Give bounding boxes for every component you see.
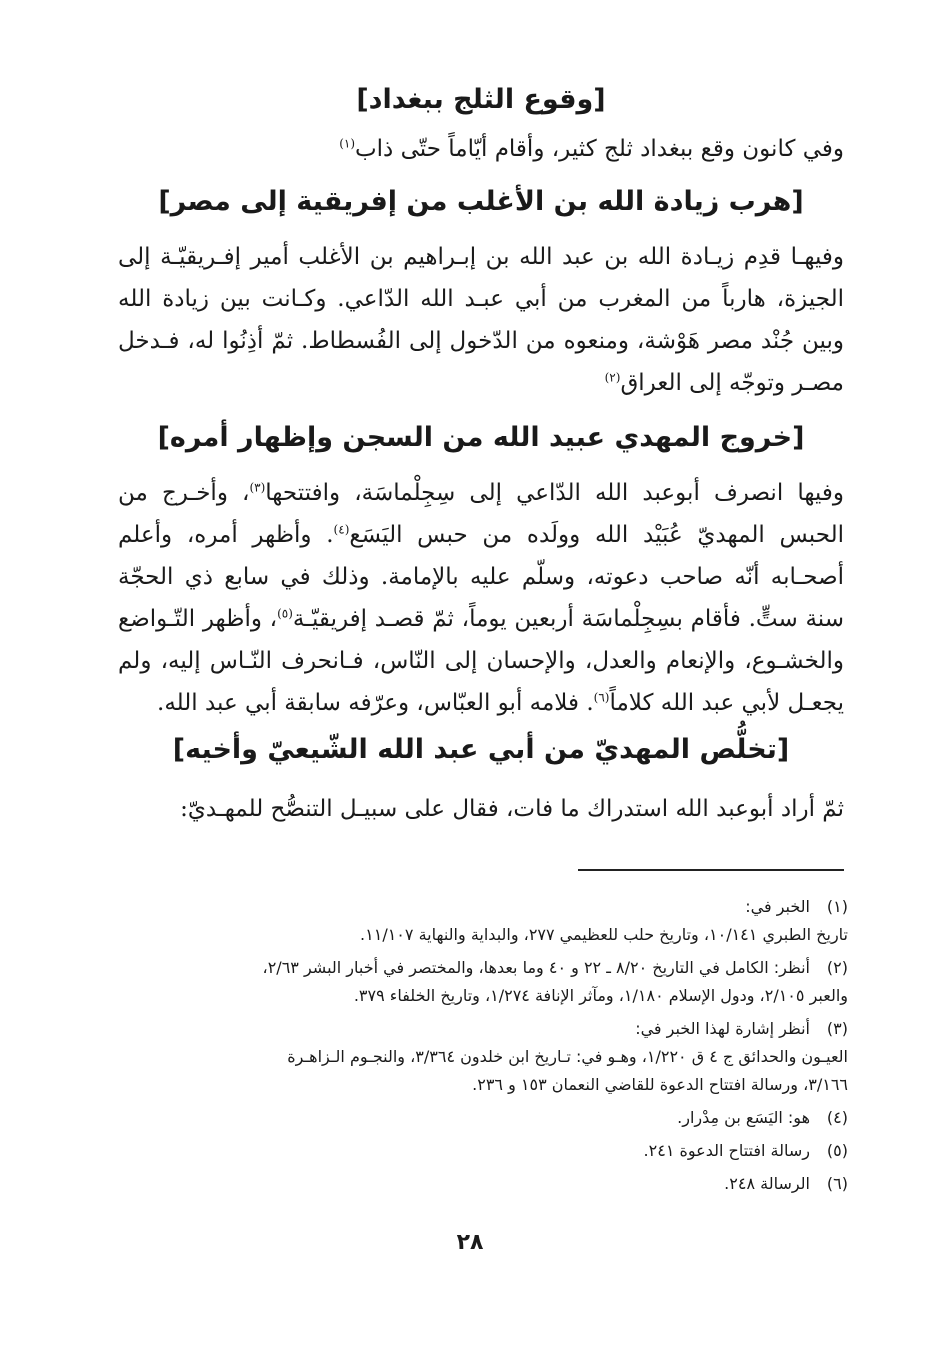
footnote-line: هو: اليَسَع بن مِدْرار. xyxy=(677,1108,810,1127)
footnotes xyxy=(118,893,848,1203)
section-heading-release-of-al-mahdi: [خروج المهدي عبيد الله من السجن وإظهار أمره] xyxy=(157,422,805,453)
footnote-body xyxy=(118,893,848,949)
footnote-line: الرسالة ٢٤٨. xyxy=(724,1174,810,1193)
footnote-marker: (٤) xyxy=(333,522,350,537)
paragraph-text: وفيهـا قدِم زيـادة الله بن عبد الله بن إبـراهيم بن الأغلب أمير إفـريقيّـة إلى الجيزة، هارباً من المغرب من أبي عبـد الله الدّاعي. وكـانت بين زيادة الله وبين جُنْد مصر هَوْشة، ومنعوه من الدّخول إلى الفُسطاط. ثمّ أذِنُوا له، فـدخل مصـر وتوجّه إلى العراق xyxy=(118,244,844,396)
footnote-2 xyxy=(118,954,848,1010)
footnote-body xyxy=(118,1170,810,1198)
footnote-marker: (٢) xyxy=(604,370,621,385)
footnote-body xyxy=(118,1104,810,1132)
section-heading-flight-of-ziyadat-allah: [هرب زيادة الله بن الأغلب من إفريقية إلى مصر] xyxy=(158,186,804,217)
footnote-body xyxy=(118,1137,810,1165)
paragraph-text: ، وأخـرج من الحبس المهديّ عُبَيْد الله وولَده من حبس اليَسَع xyxy=(118,480,844,548)
footnote-number: (٦) xyxy=(826,1174,848,1193)
footnote-number: (٥) xyxy=(826,1141,848,1160)
paragraph-mahdi-rid-of-abu-abdallah: ثمّ أراد أبوعبد الله استدراك ما فات، فقال على سبيـل التنصُّح للمهـديّ: xyxy=(180,796,844,822)
footnote-3 xyxy=(118,1015,848,1099)
footnote-line: والعبر ٢/١٠٥، ودول الإسلام ١/١٨٠، ومآثر الإنافة ١/٢٧٤، وتاريخ الخلفاء ٣٧٩. xyxy=(353,986,848,1005)
paragraph-text: وفيها انصرف أبوعبد الله الدّاعي إلى سِجِلْماسَة، وافتتحها xyxy=(265,480,844,506)
paragraph-text: ، وأظهر التّـواضع والخشـوع، والإنعام والعدل، والإحسان إلى النّاس، فـانحرف النّـاس إليه، ولم يجعـل لأبي عبد الله كلاماً xyxy=(118,606,844,716)
footnote-marker: (١) xyxy=(339,136,356,151)
paragraph-text: . وأظهر أمره، وأعلم أصحـابه أنّه صاحب دعوته، وسلّم عليه بالإمامة. وذلك في سابع ذي الحجّة سنة ستٍّ. فأقام بسِجِلْماسَة أربعين يوماً، ثمّ قصـد إفريقيّـة xyxy=(118,522,844,632)
footnote-number: (٤) xyxy=(826,1108,848,1127)
footnote-line: أنظر إشارة لهذا الخبر في: xyxy=(635,1019,810,1038)
paragraph-snow-in-baghdad xyxy=(118,128,844,170)
paragraph-text: . فلامه أبو العبّاس، وعرّفه سابقة أبي عبد الله. xyxy=(157,690,594,716)
section-heading-snow-in-baghdad: [وقوع الثلج ببغداد] xyxy=(356,84,606,115)
paragraph-text: وفي كانون وقع ببغداد ثلج كثير، وأقام أيّاماً حتّى ذاب xyxy=(355,136,844,162)
footnote-marker: (٦) xyxy=(593,690,610,705)
page-number: ٢٨ xyxy=(456,1230,484,1255)
footnote-line: رسالة افتتاح الدعوة ٢٤١. xyxy=(643,1141,810,1160)
footnote-1 xyxy=(118,893,848,949)
footnote-line: أنظر: الكامل في التاريخ ٨/٢٠ ـ ٢٢ و ٤٠ وما بعدها، والمختصر في أخبار البشر ٢/٦٣، xyxy=(262,958,810,977)
footnote-5 xyxy=(118,1137,848,1165)
footnote-line: تاريخ الطبري ١٠/١٤١، وتاريخ حلب للعظيمي ٢٧٧، والبداية والنهاية ١١/١٠٧. xyxy=(360,925,848,944)
footnote-marker: (٥) xyxy=(277,606,293,621)
footnote-number: (١) xyxy=(826,897,848,916)
footnote-6 xyxy=(118,1170,848,1198)
footnote-body xyxy=(118,1015,848,1099)
paragraph-release-of-al-mahdi xyxy=(118,472,844,724)
footnote-separator xyxy=(578,869,844,871)
page-body xyxy=(118,80,844,830)
footnote-line: العيـون والحدائق ج ٤ ق ١/٢٢٠، وهـو في: تـاريخ ابن خلدون ٣/٣٦٤، والنجـوم الـزاهـرة xyxy=(287,1047,848,1066)
footnote-number: (٣) xyxy=(826,1019,848,1038)
paragraph-flight-of-ziyadat-allah xyxy=(118,236,844,404)
footnote-4 xyxy=(118,1104,848,1132)
footnote-marker: (٣) xyxy=(249,480,266,495)
section-heading-mahdi-rid-of-abu-abdallah: [تخلُّص المهديّ من أبي عبد الله الشّيعيّ وأخيه] xyxy=(172,734,790,765)
footnote-body xyxy=(118,954,848,1010)
footnote-line: الخبر في: xyxy=(745,897,810,916)
footnote-number: (٢) xyxy=(826,958,848,977)
footnote-line: ٣/١٦٦، ورسالة افتتاح الدعوة للقاضي النعمان ١٥٣ و ٢٣٦. xyxy=(472,1075,848,1094)
